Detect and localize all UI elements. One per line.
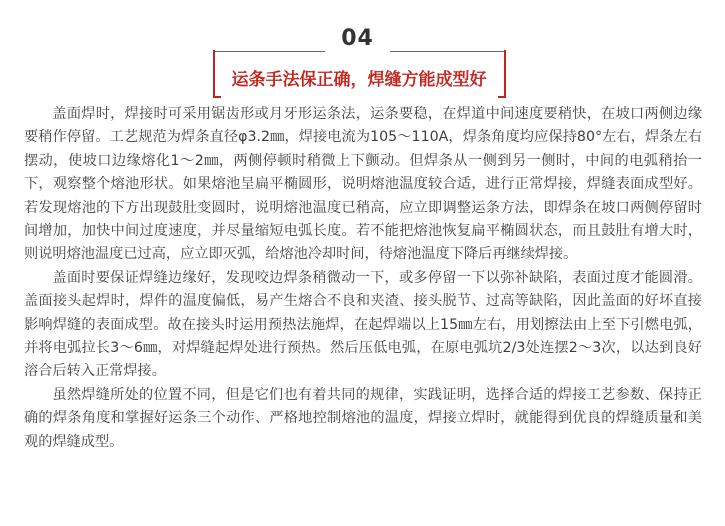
paragraph-2: 盖面时要保证焊缝边缘好，发现咬边焊条稍微动一下，或多停留一下以弥补缺陷，表面过度才能圆滑。盖面接头起焊时，焊件的温度偏低，易产生熔合不良和夹渣、接头脱节、过高等缺陷，因此盖面的好坏直接影响焊缝的表面成型。故在接头时运用预热法施焊，在起焊端以上15㎜左右，用划擦法由上至下引燃电弧，并将电弧拉长3～6㎜，对焊缝起焊处进行预热。然后压低电弧，在原电弧坑2/3处连摆2～3次，以达到良好溶合后转入正常焊接。: [24, 269, 702, 380]
article-body: [24, 103, 702, 454]
header-divider-left: [213, 51, 325, 52]
paragraph-3: 虽然焊缝所处的位置不同，但是它们也有着共同的规律，实践证明，选择合适的焊接工艺参数、保持正确的焊条角度和掌握好运条三个动作、严格地控制熔池的温度，焊接立焊时，就能得到优良的焊缝质量和美观的焊缝成型。: [24, 386, 702, 450]
paragraph-1: 盖面焊时，焊接时可采用锯齿形或月牙形运条法，运条要稳，在焊道中间速度要稍快，在坡口两侧边缘要稍作停留。工艺规范为焊条直径φ3.2㎜，焊接电流为105～110A，焊条角度均应保持80°左右，焊条左右摆动，使坡口边缘熔化1～2㎜，两侧停顿时稍微上下颤动。但焊条从一侧到另一侧时，中间的电弧稍抬一下，观察整个熔池形状。如果熔池呈扁平椭圆形，说明熔池温度较合适，进行正常焊接，焊缝表面成型好。若发现熔池的下方出现鼓肚变圆时，说明熔池温度已稍高，应立即调整运条方法，即焊条在坡口两侧停留时间增加，加快中间过度速度，并尽量缩短电弧长度。若不能把熔池恢复扁平椭圆状态，而且鼓肚有增大时，则说明熔池温度已过高，应立即灭弧，给熔池冷却时间，待熔池温度下降后再继续焊接。: [24, 106, 702, 263]
header-divider-right: [390, 51, 504, 52]
section-header: [0, 14, 725, 104]
section-number: 04: [341, 26, 374, 51]
section-title: 运条手法保正确，焊缝方能成型好: [231, 70, 487, 90]
title-bracket-left: [213, 50, 221, 98]
title-bracket-right: [498, 50, 506, 98]
